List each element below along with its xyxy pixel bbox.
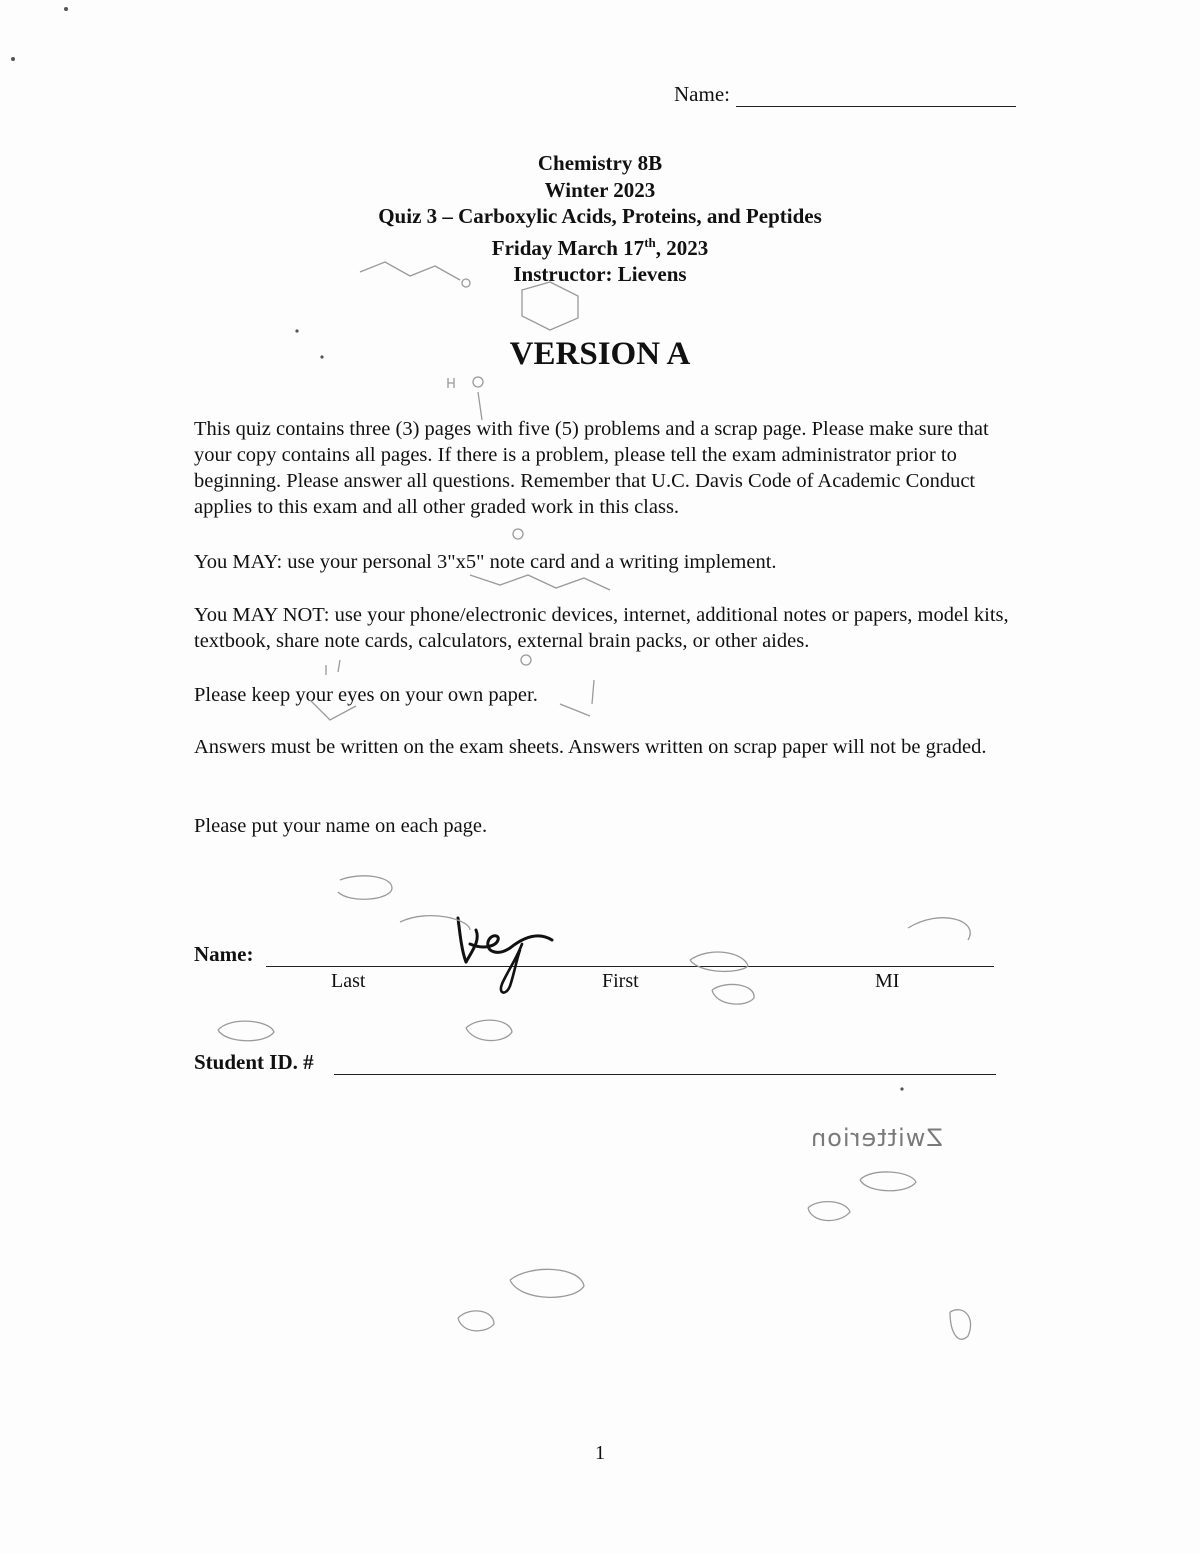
version-heading: VERSION A <box>509 336 691 372</box>
top-name-label: Name: <box>674 82 730 106</box>
top-name-line[interactable] <box>736 88 1016 107</box>
bleed-through-word: Zwitterion <box>810 1124 943 1152</box>
last-name-label: Last <box>331 970 366 992</box>
middle-initial-label: MI <box>875 970 900 992</box>
page-number: 1 <box>595 1442 605 1464</box>
quiz-title: Quiz 3 – Carboxylic Acids, Proteins, and Peptides <box>378 204 822 228</box>
quiz-header <box>0 150 1200 288</box>
top-name-field <box>674 82 1016 107</box>
student-name-line[interactable] <box>266 966 994 967</box>
instructions-may-not: You MAY NOT: use your phone/electronic devices, internet, additional notes or papers, model kits, textbook, share note cards, calculators, external brain packs, or other aides. <box>194 604 1009 652</box>
student-id-line[interactable] <box>334 1074 996 1075</box>
term: Winter 2023 <box>544 177 656 202</box>
instructions-name: Please put your name on each page. <box>194 815 488 837</box>
instructions-may: You MAY: use your personal 3"x5" note card and a writing implement. <box>194 551 777 573</box>
course-title: Chemistry 8B <box>537 151 663 175</box>
quiz-date: Friday March 17th, 2023 <box>491 234 709 260</box>
student-id-label: Student ID. # <box>194 1050 314 1074</box>
instructions-paragraph-1: This quiz contains three (3) pages with five (5) problems and a scrap page. Please make sure that your copy contains all pages. If there is a problem, please tell the exam administrator prior to beginning. Please answer all questions. Remember that U.C. Davis Code of Academic Conduct applies to this exam and all other graded work in this class. <box>194 418 989 518</box>
instructor: Instructor: Lievens <box>513 262 687 286</box>
first-name-label: First <box>602 970 639 992</box>
instructions-answers: Answers must be written on the exam sheets. Answers written on scrap paper will not be graded. <box>194 736 987 758</box>
student-name-label: Name: <box>194 942 254 966</box>
instructions-eyes: Please keep your eyes on your own paper. <box>194 684 538 706</box>
student-name-field <box>194 942 994 967</box>
handwritten-key-signature <box>440 900 570 1000</box>
